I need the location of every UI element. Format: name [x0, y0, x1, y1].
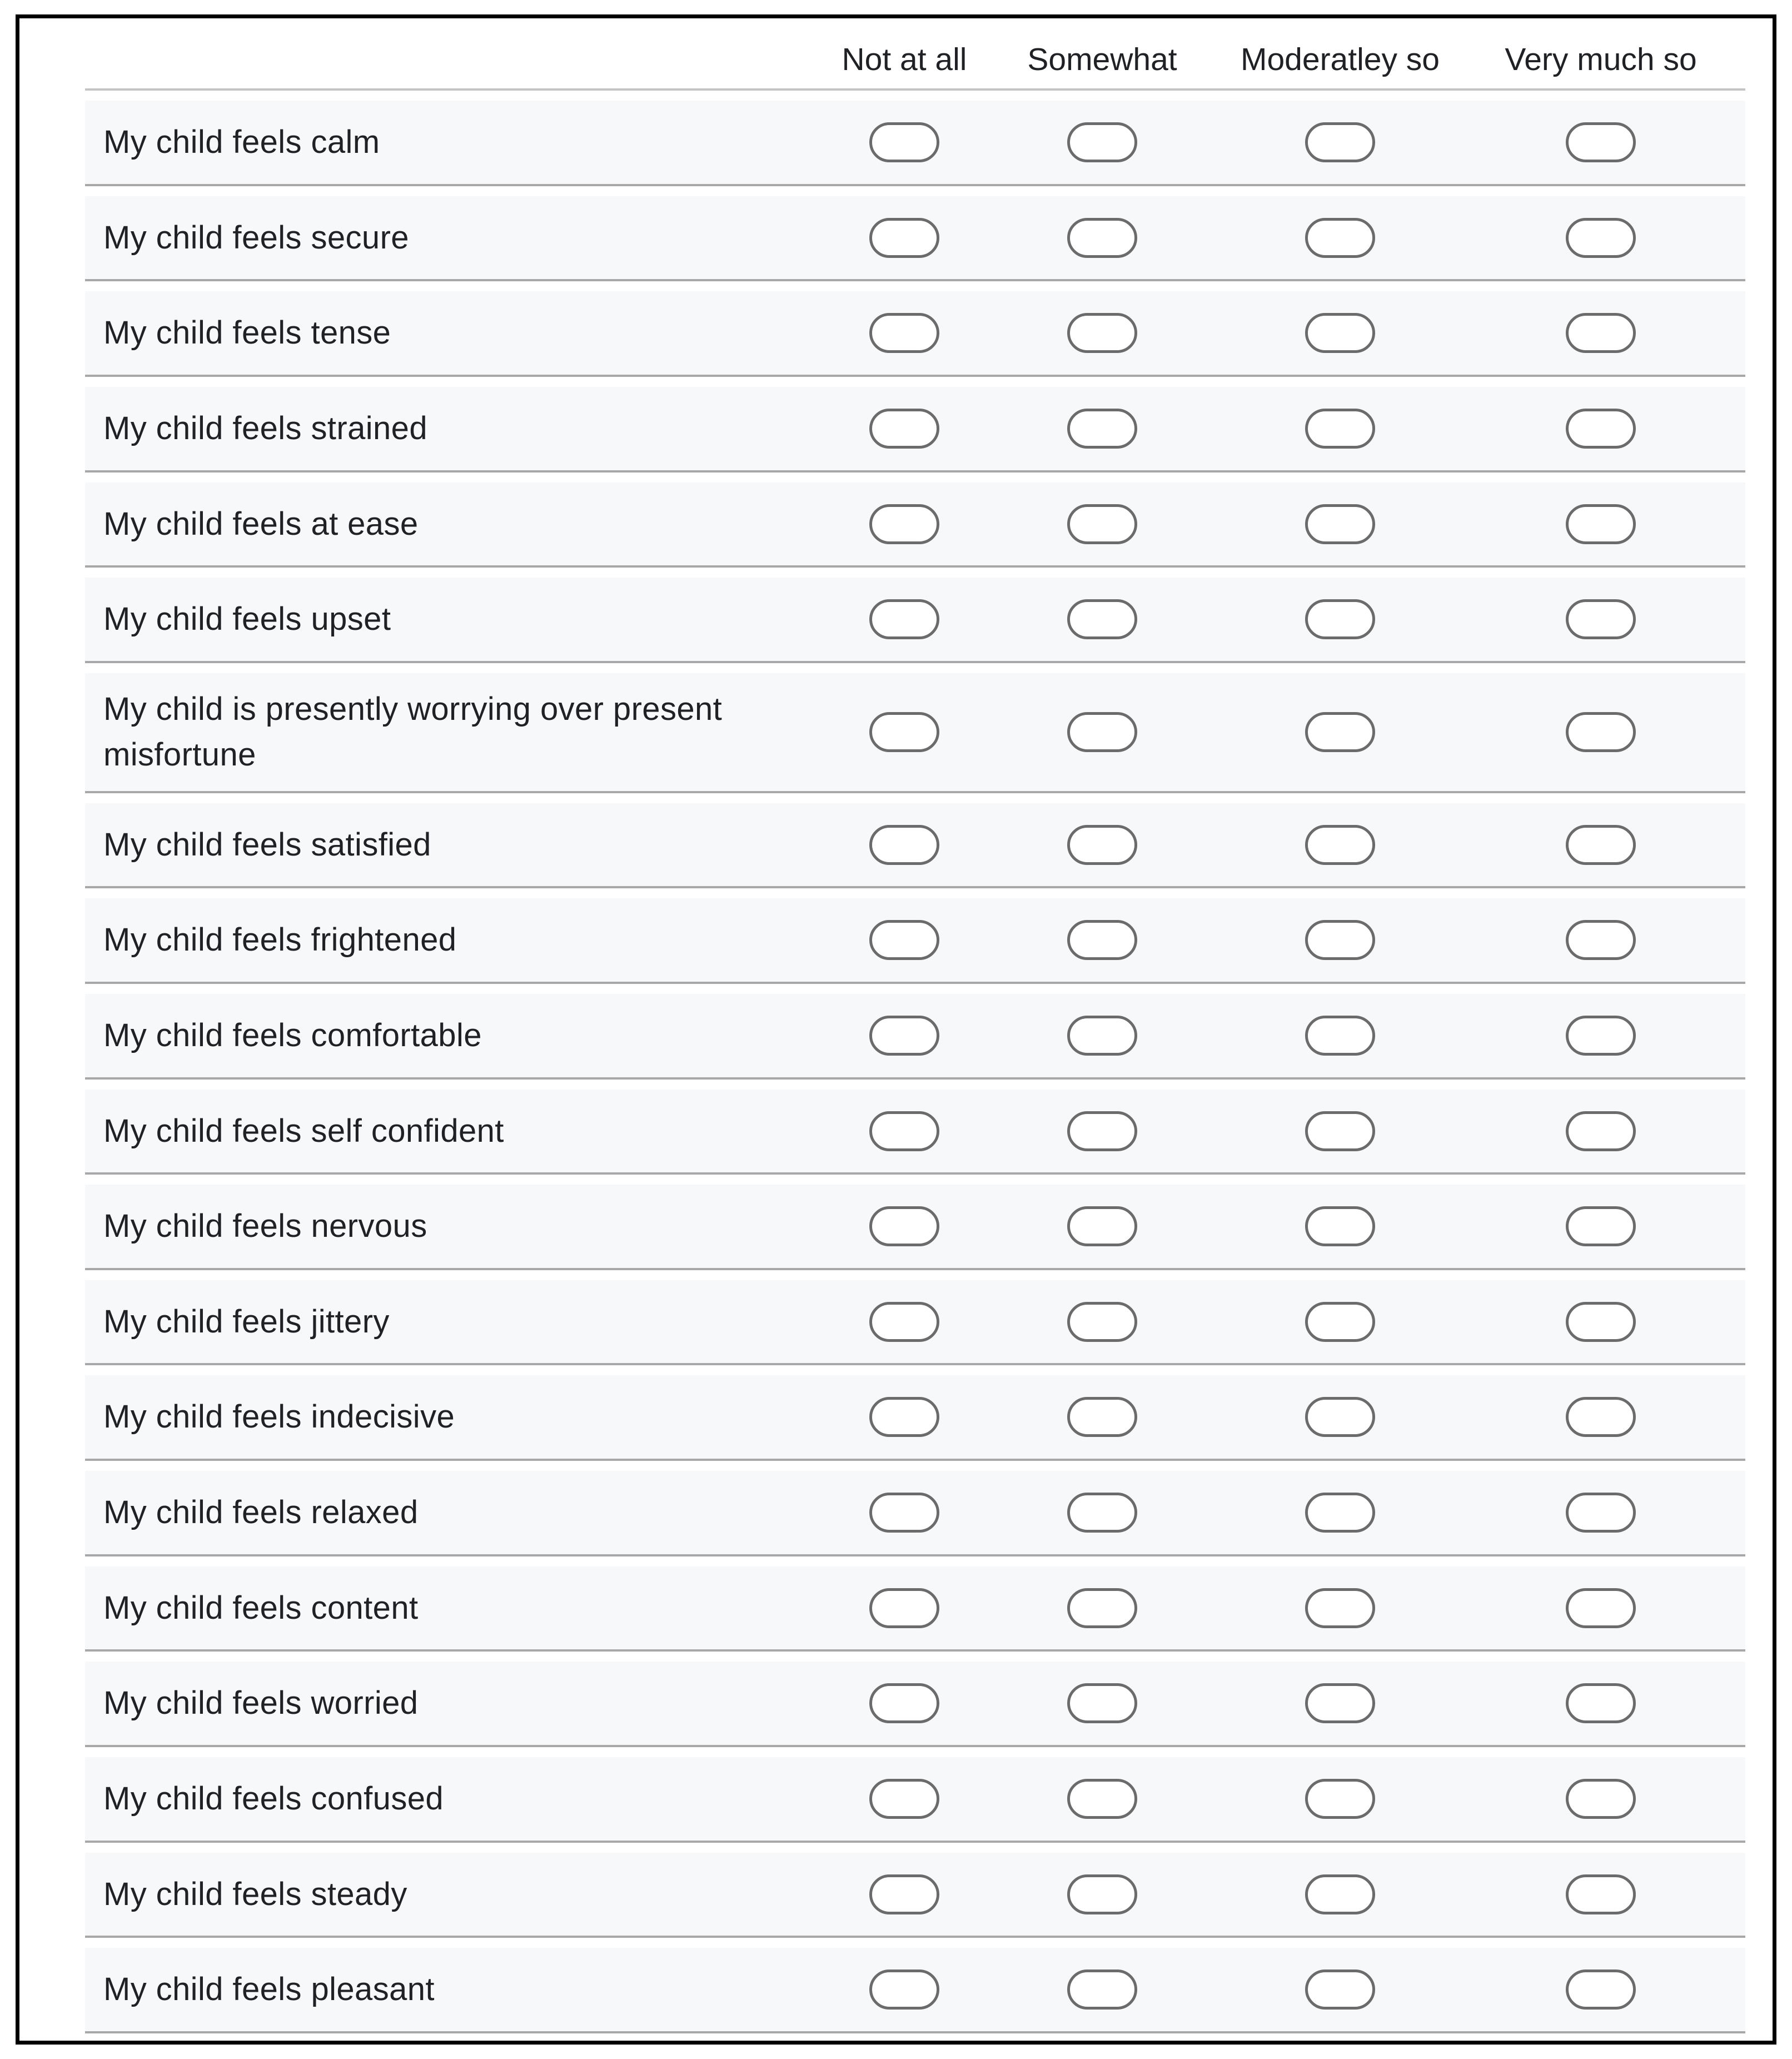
- question-text: My child feels at ease: [103, 505, 419, 542]
- question-text: My child feels frightened: [103, 922, 457, 958]
- question-label: [103, 291, 859, 375]
- question-text: My child is presently worrying over present misfortune: [103, 691, 723, 773]
- radio-somewhat[interactable]: [1067, 122, 1137, 162]
- radio-not-at-all[interactable]: [869, 218, 939, 258]
- radio-very-much-so[interactable]: [1566, 599, 1636, 639]
- question-text: My child feels worried: [103, 1685, 419, 1721]
- radio-very-much-so[interactable]: [1566, 1874, 1636, 1914]
- radio-somewhat[interactable]: [1067, 1397, 1137, 1437]
- radio-moderately-so[interactable]: [1305, 409, 1375, 449]
- question-text: My child feels pleasant: [103, 1971, 435, 2007]
- column-header-not-at-all: Not at all: [842, 42, 967, 77]
- question-label: [103, 1185, 859, 1268]
- radio-somewhat[interactable]: [1067, 825, 1137, 865]
- radio-not-at-all[interactable]: [869, 599, 939, 639]
- question-label: [103, 1471, 859, 1554]
- column-header-very-much-so: Very much so: [1505, 42, 1697, 77]
- question-row: [85, 1757, 1745, 1843]
- radio-moderately-so[interactable]: [1305, 504, 1375, 544]
- radio-somewhat[interactable]: [1067, 712, 1137, 752]
- radio-very-much-so[interactable]: [1566, 409, 1636, 449]
- radio-somewhat[interactable]: [1067, 1206, 1137, 1246]
- question-text: My child feels content: [103, 1589, 419, 1626]
- radio-moderately-so[interactable]: [1305, 1683, 1375, 1723]
- radio-very-much-so[interactable]: [1566, 1397, 1636, 1437]
- radio-very-much-so[interactable]: [1566, 1683, 1636, 1723]
- question-row: [85, 101, 1745, 186]
- question-label: [103, 1662, 859, 1745]
- radio-moderately-so[interactable]: [1305, 122, 1375, 162]
- radio-moderately-so[interactable]: [1305, 1970, 1375, 2010]
- question-row: [85, 291, 1745, 377]
- question-row: [85, 1948, 1745, 2033]
- radio-very-much-so[interactable]: [1566, 1016, 1636, 1056]
- question-row: [85, 1853, 1745, 1938]
- question-text: My child feels confused: [103, 1781, 444, 1817]
- question-text: My child feels strained: [103, 410, 427, 446]
- radio-not-at-all[interactable]: [869, 1588, 939, 1628]
- radio-not-at-all[interactable]: [869, 1206, 939, 1246]
- question-row: [85, 898, 1745, 984]
- radio-not-at-all[interactable]: [869, 1779, 939, 1819]
- question-row: [85, 1662, 1745, 1747]
- radio-moderately-so[interactable]: [1305, 1302, 1375, 1342]
- radio-moderately-so[interactable]: [1305, 1016, 1375, 1056]
- question-label: [103, 898, 859, 982]
- radio-moderately-so[interactable]: [1305, 599, 1375, 639]
- radio-very-much-so[interactable]: [1566, 313, 1636, 353]
- radio-somewhat[interactable]: [1067, 1779, 1137, 1819]
- radio-not-at-all[interactable]: [869, 920, 939, 960]
- question-text: My child feels self confident: [103, 1112, 504, 1149]
- radio-somewhat[interactable]: [1067, 1016, 1137, 1056]
- question-row: [85, 673, 1745, 793]
- radio-very-much-so[interactable]: [1566, 920, 1636, 960]
- radio-moderately-so[interactable]: [1305, 218, 1375, 258]
- column-header-row: [85, 33, 1745, 91]
- question-row: [85, 578, 1745, 663]
- radio-very-much-so[interactable]: [1566, 1111, 1636, 1151]
- radio-very-much-so[interactable]: [1566, 504, 1636, 544]
- radio-very-much-so[interactable]: [1566, 218, 1636, 258]
- radio-moderately-so[interactable]: [1305, 920, 1375, 960]
- question-label: [103, 101, 859, 184]
- question-text: My child feels nervous: [103, 1208, 427, 1244]
- radio-moderately-so[interactable]: [1305, 313, 1375, 353]
- radio-very-much-so[interactable]: [1566, 1206, 1636, 1246]
- survey-frame: [16, 14, 1776, 2045]
- radio-somewhat[interactable]: [1067, 1874, 1137, 1914]
- question-label: [103, 1566, 859, 1649]
- radio-very-much-so[interactable]: [1566, 1970, 1636, 2010]
- question-label: [103, 1757, 859, 1841]
- question-row: [85, 1566, 1745, 1652]
- question-label: [103, 994, 859, 1077]
- radio-somewhat[interactable]: [1067, 1588, 1137, 1628]
- radio-very-much-so[interactable]: [1566, 122, 1636, 162]
- question-label: [103, 1375, 859, 1459]
- question-label: [103, 1090, 859, 1172]
- question-row: [85, 1090, 1745, 1175]
- question-row: [85, 387, 1745, 473]
- radio-not-at-all[interactable]: [869, 1111, 939, 1151]
- question-text: My child feels satisfied: [103, 826, 431, 863]
- radio-somewhat[interactable]: [1067, 599, 1137, 639]
- radio-very-much-so[interactable]: [1566, 1779, 1636, 1819]
- column-header-somewhat: Somewhat: [1027, 42, 1177, 77]
- radio-very-much-so[interactable]: [1566, 825, 1636, 865]
- question-label: [103, 196, 859, 279]
- radio-not-at-all[interactable]: [869, 122, 939, 162]
- radio-somewhat[interactable]: [1067, 313, 1137, 353]
- question-row: [85, 1185, 1745, 1270]
- question-text: My child feels tense: [103, 315, 391, 351]
- question-label: [103, 1948, 859, 2031]
- radio-somewhat[interactable]: [1067, 920, 1137, 960]
- question-row: [85, 1375, 1745, 1461]
- radio-not-at-all[interactable]: [869, 712, 939, 752]
- radio-somewhat[interactable]: [1067, 1493, 1137, 1533]
- question-row: [85, 1471, 1745, 1556]
- question-row: [85, 1280, 1745, 1365]
- question-row: [85, 994, 1745, 1080]
- question-text: My child feels secure: [103, 219, 409, 256]
- question-text: My child feels calm: [103, 124, 380, 160]
- question-row: [85, 196, 1745, 281]
- question-label: [103, 387, 859, 470]
- question-text: My child feels steady: [103, 1876, 407, 1912]
- question-text: My child feels upset: [103, 601, 391, 637]
- question-text: My child feels jittery: [103, 1303, 390, 1340]
- radio-somewhat[interactable]: [1067, 1970, 1137, 2010]
- question-row: [85, 483, 1745, 568]
- radio-not-at-all[interactable]: [869, 504, 939, 544]
- radio-very-much-so[interactable]: [1566, 1302, 1636, 1342]
- question-text: My child feels indecisive: [103, 1399, 455, 1435]
- column-header-moderately-so: Moderatley so: [1240, 42, 1440, 77]
- radio-not-at-all[interactable]: [869, 1970, 939, 2010]
- radio-not-at-all[interactable]: [869, 1016, 939, 1056]
- radio-moderately-so[interactable]: [1305, 1779, 1375, 1819]
- question-label: [103, 1853, 859, 1936]
- radio-not-at-all[interactable]: [869, 1683, 939, 1723]
- radio-not-at-all[interactable]: [869, 1302, 939, 1342]
- radio-moderately-so[interactable]: [1305, 825, 1375, 865]
- radio-moderately-so[interactable]: [1305, 1397, 1375, 1437]
- radio-moderately-so[interactable]: [1305, 1206, 1375, 1246]
- radio-somewhat[interactable]: [1067, 218, 1137, 258]
- radio-somewhat[interactable]: [1067, 504, 1137, 544]
- question-row: [85, 803, 1745, 888]
- radio-not-at-all[interactable]: [869, 1397, 939, 1437]
- question-label: [103, 1280, 859, 1363]
- question-text: My child feels relaxed: [103, 1494, 419, 1530]
- radio-not-at-all[interactable]: [869, 409, 939, 449]
- radio-moderately-so[interactable]: [1305, 712, 1375, 752]
- radio-somewhat[interactable]: [1067, 1302, 1137, 1342]
- radio-not-at-all[interactable]: [869, 1493, 939, 1533]
- radio-moderately-so[interactable]: [1305, 1874, 1375, 1914]
- radio-not-at-all[interactable]: [869, 825, 939, 865]
- radio-very-much-so[interactable]: [1566, 1588, 1636, 1628]
- radio-somewhat[interactable]: [1067, 409, 1137, 449]
- radio-moderately-so[interactable]: [1305, 1111, 1375, 1151]
- radio-not-at-all[interactable]: [869, 313, 939, 353]
- question-label: [103, 578, 859, 661]
- radio-very-much-so[interactable]: [1566, 1493, 1636, 1533]
- radio-very-much-so[interactable]: [1566, 712, 1636, 752]
- question-text: My child feels comfortable: [103, 1017, 482, 1053]
- radio-moderately-so[interactable]: [1305, 1588, 1375, 1628]
- question-label: [103, 803, 859, 886]
- radio-moderately-so[interactable]: [1305, 1493, 1375, 1533]
- radio-somewhat[interactable]: [1067, 1683, 1137, 1723]
- question-label: [103, 483, 859, 565]
- radio-not-at-all[interactable]: [869, 1874, 939, 1914]
- question-label: [103, 673, 859, 791]
- radio-somewhat[interactable]: [1067, 1111, 1137, 1151]
